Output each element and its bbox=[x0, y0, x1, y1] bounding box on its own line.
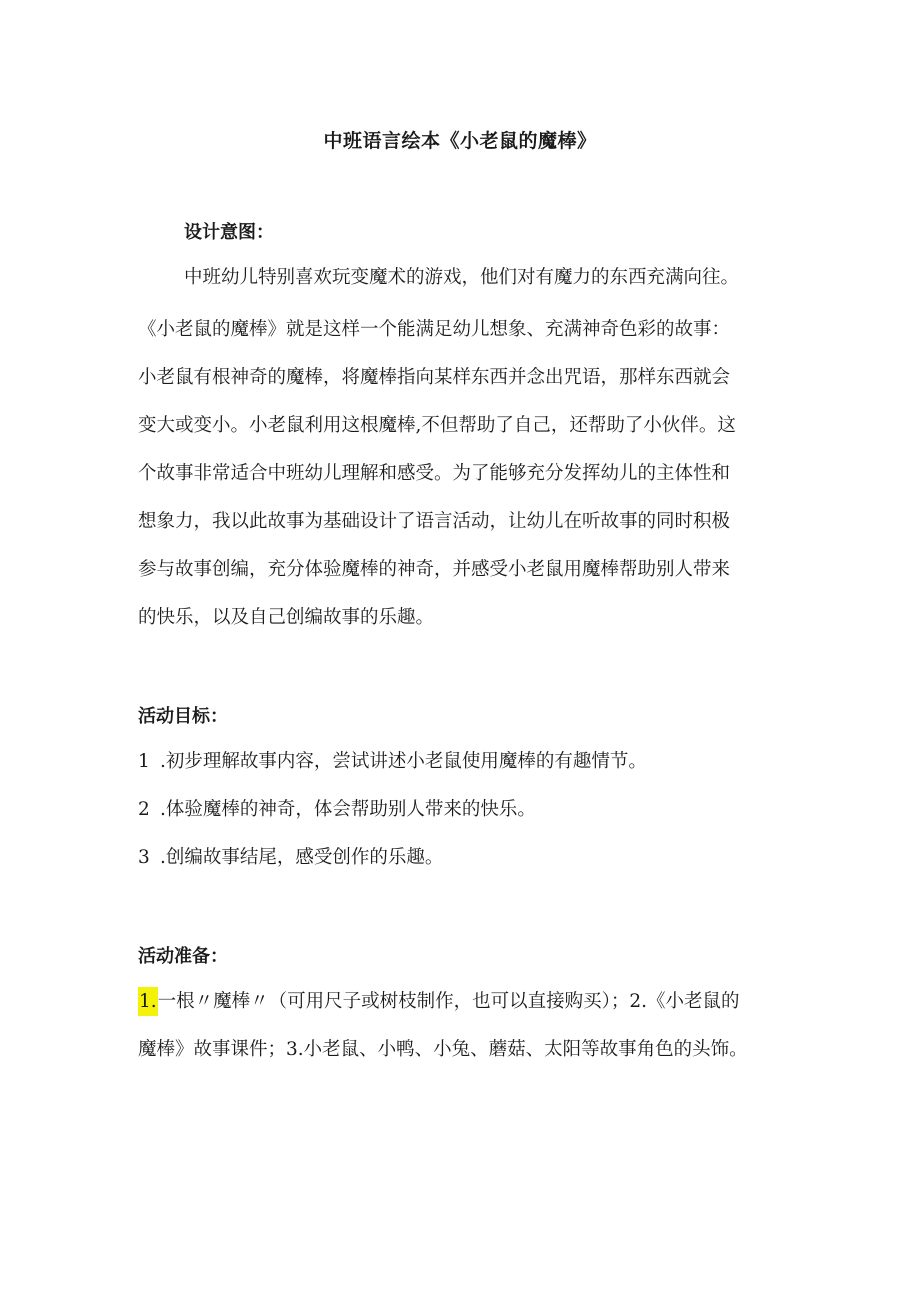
paragraph-line: 《小老鼠的魔棒》就是这样一个能满足幼儿想象、充满神奇色彩的故事： bbox=[138, 319, 731, 340]
paragraph-line: 想象力，我以此故事为基础设计了语言活动，让幼儿在听故事的同时积极 bbox=[138, 511, 731, 532]
goal-item bbox=[138, 750, 647, 774]
goal-text: .体验魔棒的神奇，体会帮助别人带来的快乐。 bbox=[160, 799, 536, 820]
paragraph-line: 个故事非常适合中班幼儿理解和感受。为了能够充分发挥幼儿的主体性和 bbox=[138, 463, 731, 484]
goal-number: 1 bbox=[138, 751, 150, 772]
goal-text: .创编故事结尾，感受创作的乐趣。 bbox=[160, 847, 444, 868]
goal-text: .初步理解故事内容，尝试讲述小老鼠使用魔棒的有趣情节。 bbox=[160, 751, 647, 772]
goal-number: 3 bbox=[138, 847, 150, 868]
paragraph-line: 参与故事创编，充分体验魔棒的神奇，并感受小老鼠用魔棒帮助别人带来 bbox=[138, 559, 731, 580]
goal-item bbox=[138, 798, 536, 822]
highlighted-number: 1. bbox=[138, 987, 158, 1016]
preparation-text: 一根〃魔棒〃（可用尺子或树枝制作，也可以直接购买）；2.《小老鼠的 bbox=[157, 991, 740, 1012]
goal-number: 2 bbox=[138, 799, 150, 820]
paragraph-line: 中班幼儿特别喜欢玩变魔术的游戏，他们对有魔力的东西充满向往。 bbox=[184, 267, 740, 288]
goal-item bbox=[138, 846, 443, 870]
preparation-line bbox=[138, 990, 740, 1014]
design-intent-heading: 设计意图： bbox=[184, 222, 274, 243]
page-title: 中班语言绘本《小老鼠的魔棒》 bbox=[323, 130, 597, 152]
goals-heading: 活动目标： bbox=[138, 706, 228, 727]
paragraph-line: 小老鼠有根神奇的魔棒，将魔棒指向某样东西并念出咒语，那样东西就会 bbox=[138, 367, 731, 388]
preparation-line: 魔棒》故事课件；3.小老鼠、小鸭、小兔、蘑菇、太阳等故事角色的头饰。 bbox=[138, 1039, 748, 1060]
preparation-heading: 活动准备： bbox=[138, 946, 228, 967]
paragraph-line: 的快乐，以及自己创编故事的乐趣。 bbox=[138, 607, 435, 628]
paragraph-line: 变大或变小。小老鼠利用这根魔棒,不但帮助了自己，还帮助了小伙伴。这 bbox=[138, 415, 736, 436]
